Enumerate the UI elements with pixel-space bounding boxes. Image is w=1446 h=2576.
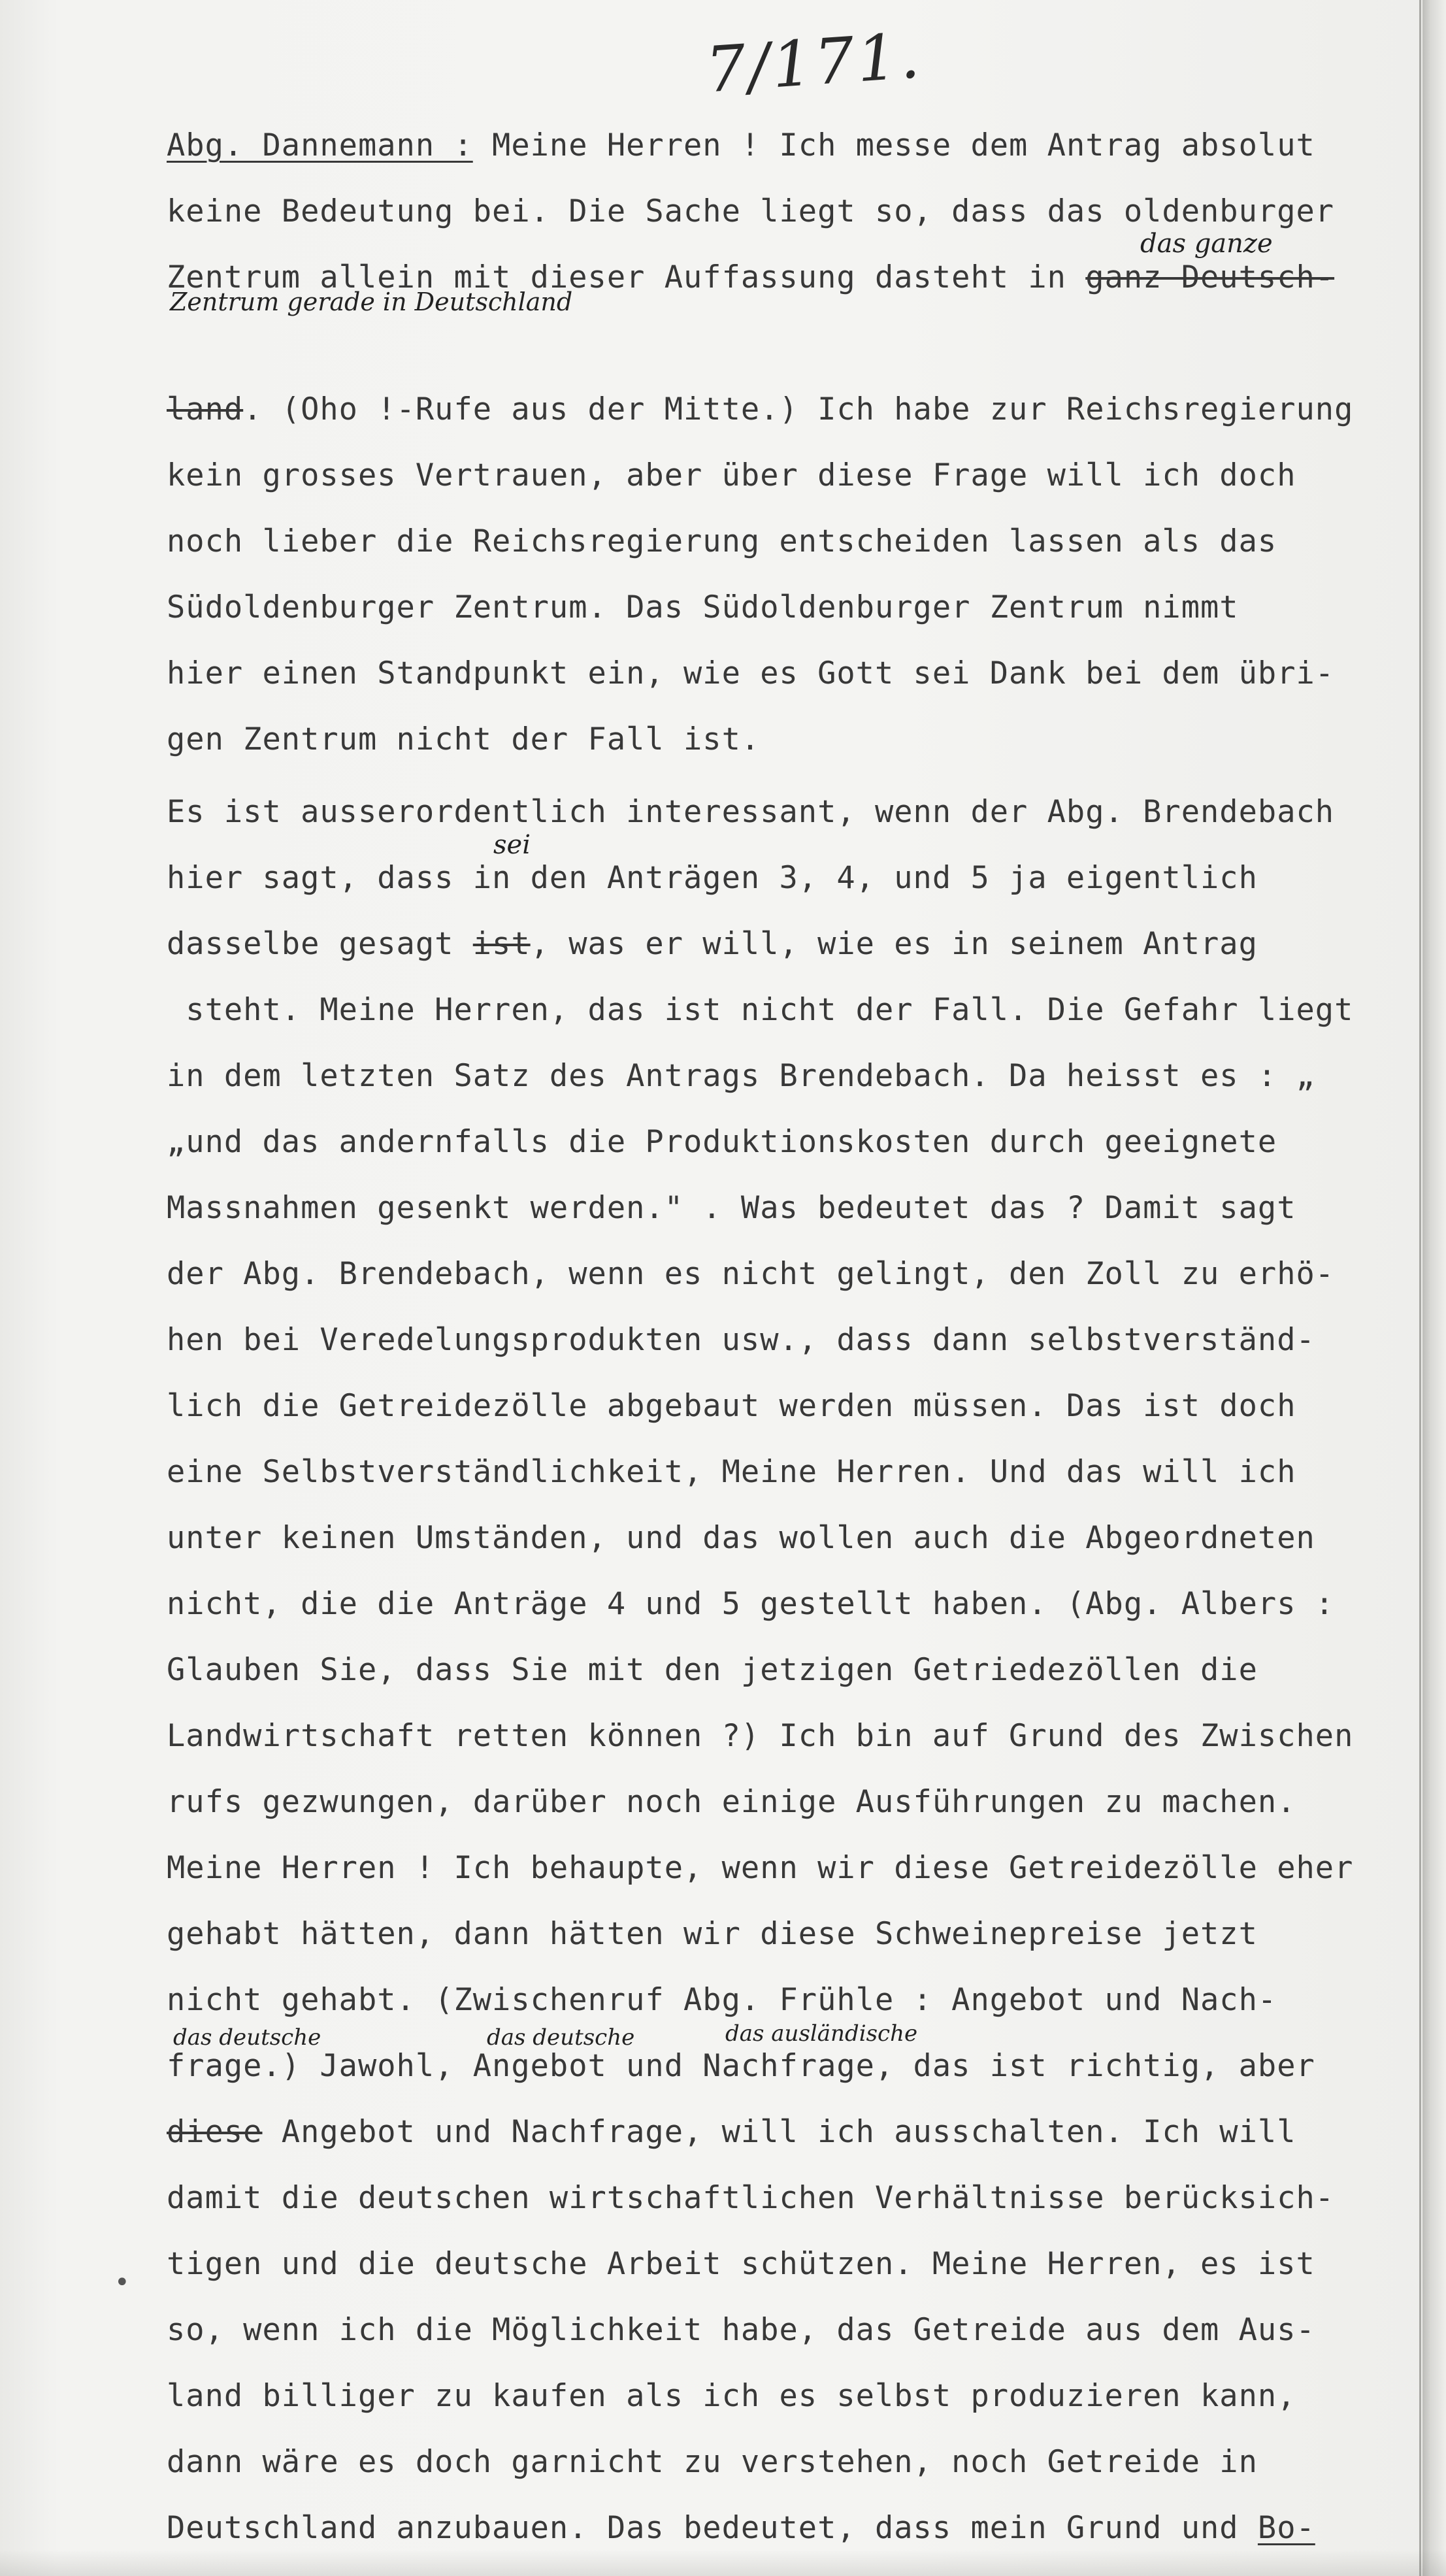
- text-line-34: so, wenn ich die Möglichkeit habe, das Getreide aus dem Aus-: [167, 2312, 1315, 2348]
- text-line-20: lich die Getreidezölle abgebaut werden müssen. Das ist doch: [167, 1388, 1296, 1424]
- text-line-9: hier einen Standpunkt ein, wie es Gott sei Dank bei dem übri-: [167, 655, 1335, 691]
- text-line-37: Deutschland anzubauen. Das bedeutet, dass mein Grund und Bo-: [167, 2510, 1315, 2546]
- struck-text: diese: [167, 2114, 263, 2150]
- text-line-16: „und das andernfalls die Produktionskosten durch geeignete: [167, 1124, 1277, 1160]
- margin-mark: •: [114, 2268, 130, 2298]
- text-line-15: in dem letzten Satz des Antrags Brendebach. Da heisst es : „: [167, 1058, 1315, 1094]
- underlined-text: Bo-: [1257, 2510, 1315, 2546]
- struck-text: land: [167, 391, 244, 427]
- text-line-8: Südoldenburger Zentrum. Das Südoldenburger Zentrum nimmt: [167, 589, 1239, 625]
- text-line-12: hier sagt, dass in den Anträgen 3, 4, und 5 ja eigentlich: [167, 860, 1258, 896]
- page-edge-line: [1419, 0, 1421, 2576]
- text-line-6: kein grosses Vertrauen, aber über diese Frage will ich doch: [167, 457, 1296, 493]
- struck-text: ganz Deutsch-: [1085, 259, 1335, 295]
- text-line-27: Meine Herren ! Ich behaupte, wenn wir diese Getreidezölle eher: [167, 1850, 1354, 1886]
- text-line-30: frage.) Jawohl, Angebot und Nachfrage, das ist richtig, aber: [167, 2048, 1315, 2084]
- text-line-23: nicht, die die Anträge 4 und 5 gestellt haben. (Abg. Albers :: [167, 1586, 1335, 1622]
- handwritten-note-2: Zentrum gerade in Deutschland: [170, 288, 573, 316]
- text-line-28: gehabt hätten, dann hätten wir diese Schweinepreise jetzt: [167, 1916, 1258, 1952]
- paragraph-gap: [167, 772, 1408, 779]
- text-line-2: keine Bedeutung bei. Die Sache liegt so, dass das oldenburger: [167, 193, 1335, 229]
- handwritten-note-4: das deutsche: [173, 2024, 321, 2051]
- text-line-3: Zentrum allein mit dieser Auffassung dasteht in ganz Deutsch-: [167, 259, 1335, 295]
- text-line-35: land billiger zu kaufen als ich es selbst produzieren kann,: [167, 2378, 1296, 2414]
- text-line-25: Landwirtschaft retten können ?) Ich bin auf Grund des Zwischen: [167, 1718, 1354, 1754]
- text-line-4: [167, 310, 1408, 376]
- page-edge: [1422, 0, 1446, 2576]
- handwritten-note-6: das ausländische: [725, 2021, 918, 2047]
- text-line-18: der Abg. Brendebach, wenn es nicht gelingt, den Zoll zu erhö-: [167, 1256, 1335, 1292]
- speaker-label: Abg. Dannemann :: [167, 127, 473, 163]
- text-line-22: unter keinen Umständen, und das wollen auch die Abgeordneten: [167, 1520, 1315, 1556]
- struck-text: ist: [472, 926, 531, 962]
- text-line-1: Abg. Dannemann : Meine Herren ! Ich messe dem Antrag absolut: [167, 127, 1315, 163]
- text-line-29: nicht gehabt. (Zwischenruf Abg. Frühle : Angebot und Nach-: [167, 1982, 1277, 2018]
- text-line-7: noch lieber die Reichsregierung entscheiden lassen als das: [167, 523, 1277, 559]
- folio-number: 7/171.: [703, 18, 925, 107]
- text-line-17: Massnahmen gesenkt werden." . Was bedeutet das ? Damit sagt: [167, 1190, 1296, 1226]
- typescript-body: [167, 112, 1408, 2561]
- handwritten-note-3: sei: [493, 830, 531, 860]
- text-line-26: rufs gezwungen, darüber noch einige Ausführungen zu machen.: [167, 1784, 1296, 1820]
- text-line-36: dann wäre es doch garnicht zu verstehen, noch Getreide in: [167, 2444, 1258, 2480]
- text-line-11: Es ist ausserordentlich interessant, wenn der Abg. Brendebach: [167, 794, 1335, 830]
- handwritten-note-5: das deutsche: [487, 2024, 635, 2051]
- text-line-19: hen bei Veredelungsprodukten usw., dass dann selbstverständ-: [167, 1322, 1315, 1358]
- text-line-31: diese Angebot und Nachfrage, will ich ausschalten. Ich will: [167, 2114, 1296, 2150]
- handwritten-note-1: das ganze: [1140, 229, 1273, 259]
- text-line-21: eine Selbstverständlichkeit, Meine Herren. Und das will ich: [167, 1454, 1296, 1490]
- text-line-24: Glauben Sie, dass Sie mit den jetzigen Getriedezöllen die: [167, 1652, 1258, 1688]
- text-line-13: dasselbe gesagt ist, was er will, wie es in seinem Antrag: [167, 926, 1258, 962]
- text-line-32: damit die deutschen wirtschaftlichen Verhältnisse berücksich-: [167, 2180, 1335, 2216]
- text-line-33: tigen und die deutsche Arbeit schützen. Meine Herren, es ist: [167, 2246, 1315, 2282]
- text-line-10: gen Zentrum nicht der Fall ist.: [167, 721, 761, 757]
- text-line-5: land. (Oho !-Rufe aus der Mitte.) Ich habe zur Reichsregierung: [167, 391, 1354, 427]
- text-line-14: steht. Meine Herren, das ist nicht der Fall. Die Gefahr liegt: [167, 992, 1354, 1028]
